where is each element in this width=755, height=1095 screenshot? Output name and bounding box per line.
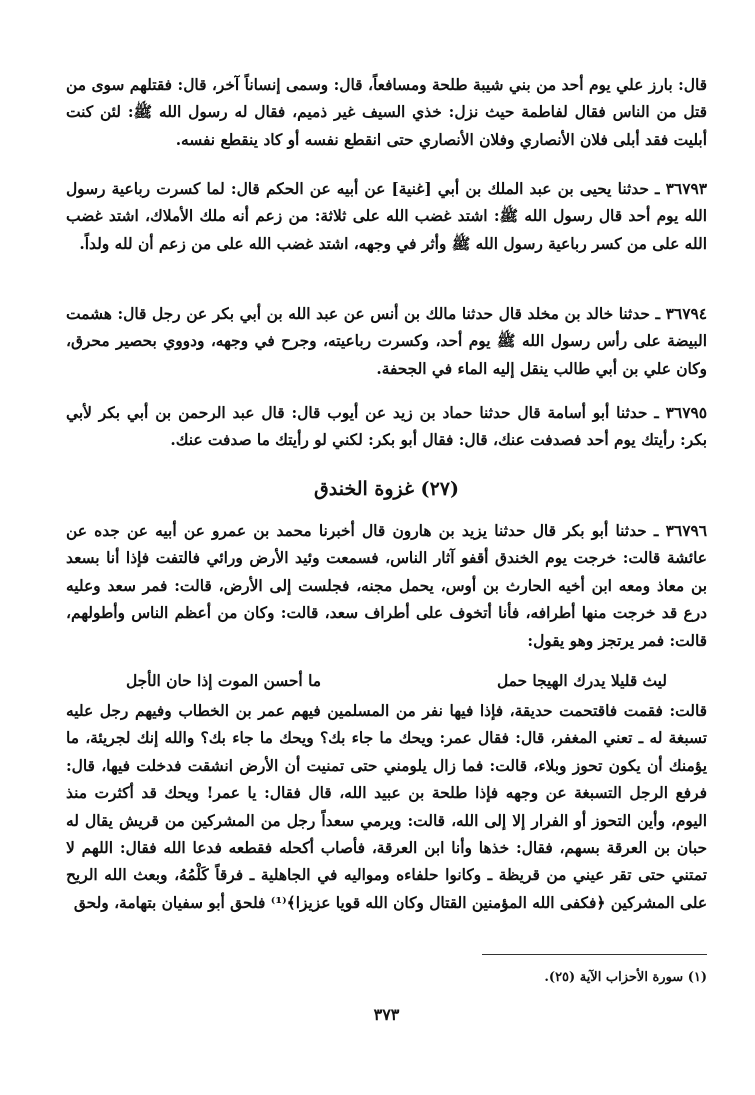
hadith-36795: ٣٦٧٩٥ ـ حدثنا أبو أسامة قال حدثنا حماد بن زيد عن أيوب قال: قال عبد الرحمن بن أبي بكر لأبي بكر: رأيتك يوم أحد فصدفت عنك، قال: فقال أبو بكر: لكني لو رأيتك ما صدفت عنك. (66, 404, 707, 450)
hadith-36794: ٣٦٧٩٤ ـ حدثنا خالد بن مخلد قال حدثنا مالك بن أنس عن عبد الله بن أبي بكر عن رجل قال: هشمت البيضة على رأس رسول الله ﷺ يوم أحد، وكسرت رباعيته، وجرح في وجهه، ودووي بحصير محرق، وكان علي بن أبي طالب ينقل إليه الماء في الجحفة. (66, 305, 707, 378)
section-heading: (٢٧) غزوة الخندق (314, 478, 459, 500)
poetry-verse (126, 672, 667, 690)
hadith-36793: ٣٦٧٩٣ ـ حدثنا يحيى بن عبد الملك بن أبي [غنية] عن أبيه عن الحكم قال: لما كسرت رباعية رسول الله يوم أحد قال رسول الله ﷺ: اشتد غضب الله على ثلاثة: من زعم أنه ملك الأملاك، اشتد غضب الله على من كسر رباعية رسول الله ﷺ وأثر في وجهه، اشتد غضب الله على من زعم أن لله ولداً. (66, 180, 707, 253)
verse-first-hemistich: ليث قليلا يدرك الهيجا حمل (496, 672, 667, 690)
paragraph-continuation: قال: بارز علي يوم أحد من بني شيبة طلحة ومسافعاً، قال: وسمى إنساناً آخر، قال: فقتلهم سوى من قتل من الناس فقال لفاطمة حيث نزل: خذي السيف غير ذميم، فقال له رسول الله ﷺ: لئن كنت أبليت فقد أبلى فلان الأنصاري وفلان الأنصاري حتى انقطع نفسه أو كاد ينقطع نفسه. (66, 76, 707, 149)
page-number: ٣٧٣ (373, 1005, 400, 1024)
verse-second-hemistich: ما أحسن الموت إذا حان الأجل (126, 672, 321, 690)
footnote: (١) سورة الأحزاب الآية (٢٥). (544, 970, 707, 985)
hadith-36796-continuation: قالت: فقمت فاقتحمت حديقة، فإذا فيها نفر من المسلمين فيهم عمر بن الخطاب وفيهم رجل عليه تسبغة له ـ تعني المغفر، قال: فقال عمر: ويحك ما جاء بك؟ ويحك ما جاء بك؟ والله إنك لجريئة، ما يؤمنك أن يكون تحوز وبلاء، قالت: فما زال يلومني حتى تمنيت أن الأرض انشقت فدخلت فيها، قال: فرفع الرجل التسبغة عن وجهه فإذا طلحة بن عبيد الله، قال فقال: يا عمر! ويحك قد أكثرت منذ اليوم، وأين التحوز أو الفرار إلا إلى الله، قالت: ويرمي سعداً رجل من المشركين من قريش يقال له حبان بن العرقة بسهم، فقال: خذها وأنا ابن العرقة، فأصاب أكحله فقطعه فدعا الله فقال: اللهم لا تمتني حتى تقر عيني من قريظة ـ وكانوا حلفاءه ومواليه في الجاهلية ـ فرقاً كَلْمُهُ، وبعث الله الريح على المشركين ﴿فكفى الله المؤمنين القتال وكان الله قويا عزيزا﴾⁽¹⁾ فلحق أبو سفيان بتهامة، ولحق (66, 702, 707, 912)
footnote-divider (482, 954, 707, 955)
hadith-36796: ٣٦٧٩٦ ـ حدثنا أبو بكر قال حدثنا يزيد بن هارون قال أخبرنا محمد بن عمرو عن أبيه عن جده عن عائشة قالت: خرجت يوم الخندق أقفو آثار الناس، فسمعت وئيد الأرض ورائي فالتفت فإذا أنا بسعد بن معاذ ومعه ابن أخيه الحارث بن أوس، يحمل مجنه، فجلست إلى الأرض، قالت: فمر سعد وعليه درع قد خرجت منها أطرافه، فأنا أتخوف على أطراف سعد، قالت: وكان من أعظم الناس وأطولهم، قالت: فمر يرتجز وهو يقول: (66, 522, 707, 650)
book-page (66, 70, 707, 1070)
